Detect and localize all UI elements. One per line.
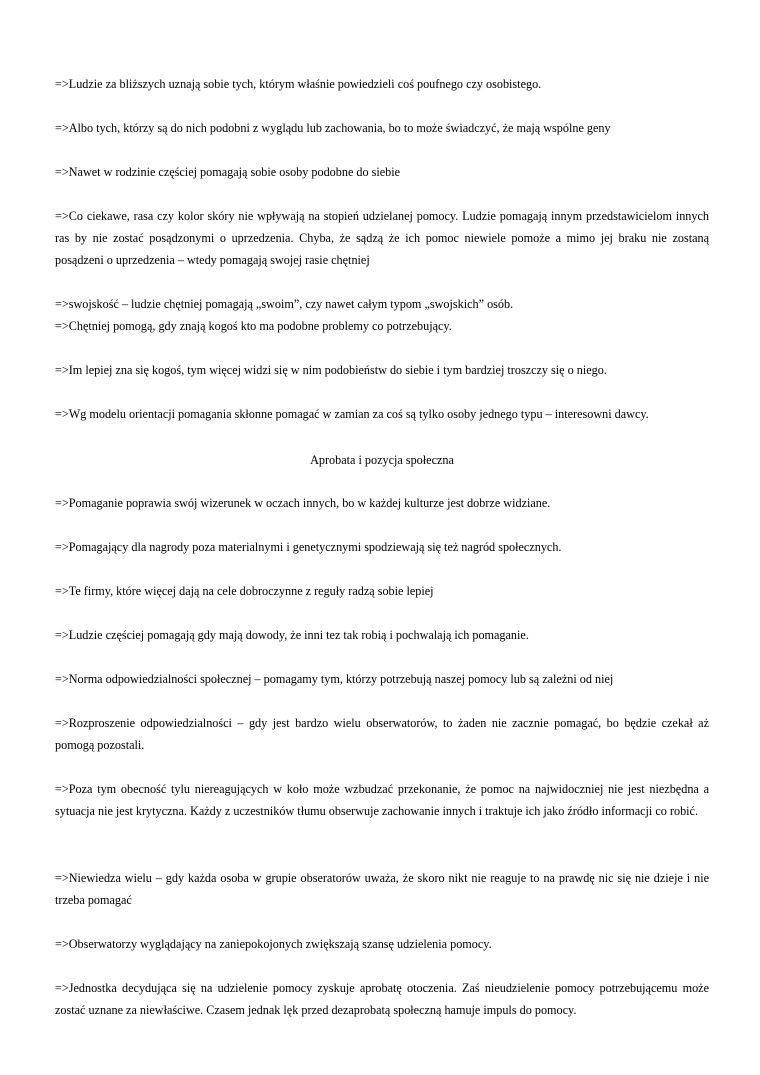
paragraph-social-proof: =>Ludzie częściej pomagają gdy mają dowody, że inni tez tak robią i pochwalają ich pomaganie. <box>55 628 529 642</box>
paragraph-charitable-firms: =>Te firmy, które więcej dają na cele dobroczynne z reguły radzą sobie lepiej <box>55 584 434 598</box>
paragraph-image-improvement: =>Pomaganie poprawia swój wizerunek w oczach innych, bo w każdej kulturze jest dobrze widziane. <box>55 496 551 510</box>
paragraph-similar-people: =>Albo tych, którzy są do nich podobni z wyglądu lub zachowania, bo to może świadczyć, że mają wspólne geny <box>55 121 611 135</box>
paragraph-diffusion-of-responsibility: =>Rozproszenie odpowiedzialności – gdy jest bardzo wielu obserwatorów, to żaden nie zacznie pomagać, bo będzie czekał aż pomogą pozostali. <box>55 716 709 752</box>
paragraph-helping-orientation-model: =>Wg modelu orientacji pomagania skłonne pomagać w zamian za coś są tylko osoby jednego typu – interesowni dawcy. <box>55 407 649 421</box>
paragraph-social-rewards: =>Pomagający dla nagrody poza materialnymi i genetycznymi spodziewają się też nagród społecznych. <box>55 540 562 554</box>
section-heading: Aprobata i pozycja społeczna <box>310 453 454 467</box>
paragraph-knowing-someone: =>Im lepiej zna się kogoś, tym więcej widzi się w nim podobieństw do siebie i tym bardziej troszczy się o niego. <box>55 363 607 377</box>
paragraph-race-skin-color: =>Co ciekawe, rasa czy kolor skóry nie wpływają na stopień udzielanej pomocy. Ludzie pomagają innym przedstawicielom innych ras by nie zostać posądzonymi o uprzedzenia. Chyba, że sądzą że ich pomoc niewiele pomoże a mimo jej braku nie zostaną posądzeni o uprzedzenia – wtedy pomagają swojej rasie chętniej <box>55 209 709 267</box>
paragraph-non-reacting-crowd: =>Poza tym obecność tylu niereagujących w koło może wzbudzać przekonanie, że pomoc na najwidoczniej nie jest niezbędna a sytuacja nie jest krytyczna. Każdy z uczestników tłumu obserwuje zachowanie innych i traktuje ich jako źródło informacji co robić. <box>55 782 709 818</box>
paragraph-similar-problems: =>Chętniej pomogą, gdy znają kogoś kto ma podobne problemy co potrzebujący. <box>55 319 452 333</box>
paragraph-family-similarity: =>Nawet w rodzinie częściej pomagają sobie osoby podobne do siebie <box>55 165 401 179</box>
paragraph-social-responsibility-norm: =>Norma odpowiedzialności społecznej – pomagamy tym, którzy potrzebują naszej pomocy lub są zależni od niej <box>55 672 614 686</box>
paragraph-close-people: =>Ludzie za bliższych uznają sobie tych, którym właśnie powiedzieli coś poufnego czy osobistego. <box>55 77 542 91</box>
paragraph-pluralistic-ignorance: =>Niewiedza wielu – gdy każda osoba w grupie obseratorów uważa, że skoro nikt nie reaguje to na prawdę nic się nie dzieje i nie trzeba pomagać <box>55 871 709 907</box>
paragraph-approval-of-surroundings: =>Jednostka decydująca się na udzielenie pomocy zyskuje aprobatę otoczenia. Zaś nieudzielenie pomocy potrzebującemu może zostać uznane za niewłaściwe. Czasem jednak lęk przed dezaprobatą społeczną hamuje impuls do pomocy. <box>55 981 709 1017</box>
paragraph-concerned-observers: =>Obserwatorzy wyglądający na zaniepokojonych zwiększają szansę udzielenia pomocy. <box>55 937 492 951</box>
paragraph-familiarity: =>swojskość – ludzie chętniej pomagają „swoim”, czy nawet całym typom „swojskich” osób. <box>55 297 514 311</box>
